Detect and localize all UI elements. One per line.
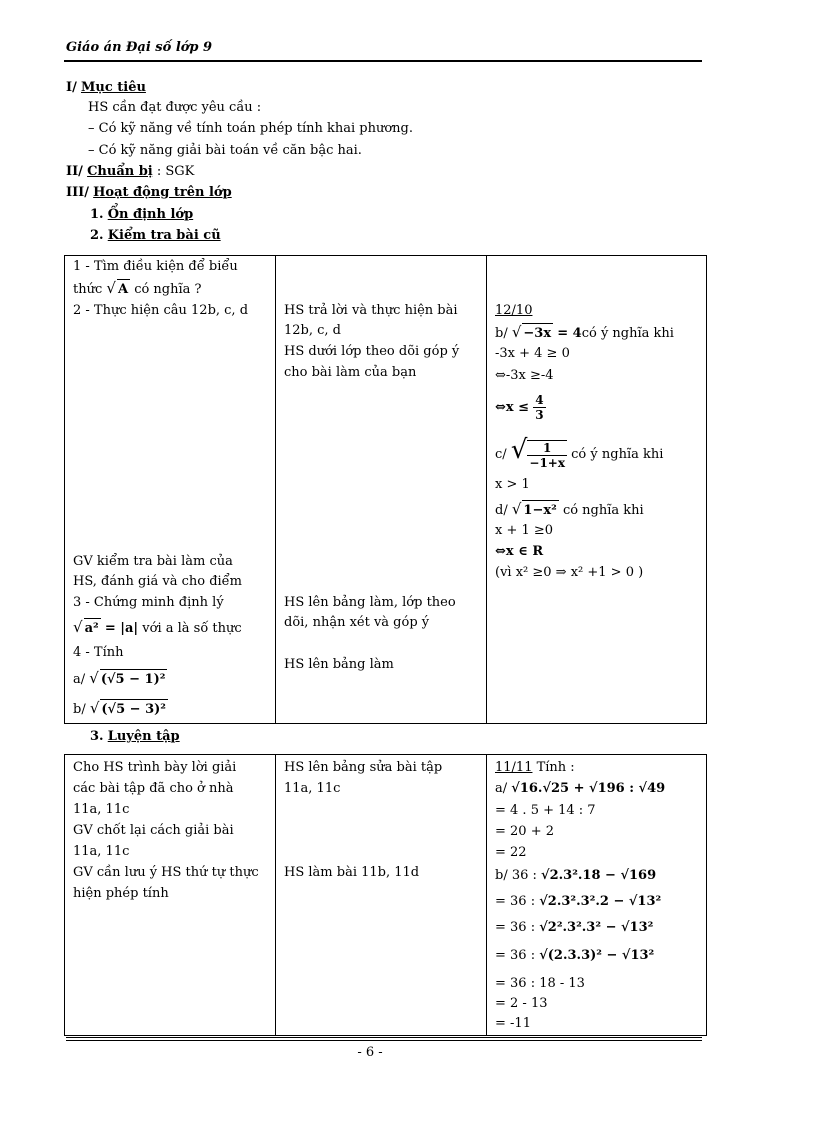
section-3-title: Hoạt động trên lớp [93, 185, 232, 200]
t1c1-line: HS, đánh giá và cho điểm [73, 574, 242, 589]
objective-line: – Có kỹ năng về tính toán phép tính khai phương. [88, 121, 413, 136]
t1c1-line [73, 278, 202, 300]
t2c3-text: = 36 : [495, 948, 536, 963]
section-2-text: : SGK [152, 164, 195, 179]
t1c2-line: HS lên bảng làm [284, 657, 394, 672]
sqrt-symbol: √ [511, 323, 522, 341]
math-expression: 1−x² [522, 500, 558, 521]
t1c1-text: có nghĩa ? [134, 282, 202, 297]
t2c3-line: = 20 + 2 [495, 824, 554, 839]
t1c1-text: b/ [73, 702, 86, 717]
t1c1-line [73, 698, 168, 720]
review-teacher-column [65, 256, 276, 724]
t2c3-line: = 2 - 13 [495, 996, 548, 1011]
t1c1-line [73, 668, 167, 690]
math-expression: = 4 [557, 326, 582, 341]
section-1-title: Mục tiêu [80, 80, 146, 95]
subsection-3-number: 3. [90, 729, 104, 744]
t1c2-line: HS trả lời và thực hiện bài [284, 303, 458, 318]
t1c3-line [495, 499, 644, 521]
t2c3-line [495, 758, 575, 778]
t1c2-line: HS lên bảng làm, lớp theo [284, 595, 456, 610]
review-student-column [276, 256, 487, 724]
math-expression: √(2.3.3)² − √13² [539, 948, 655, 963]
math-expression: a² [84, 618, 101, 639]
section-2-heading [66, 162, 194, 182]
t1c1-line: 4 - Tính [73, 645, 124, 660]
t2c2-line: 11a, 11c [284, 781, 341, 796]
math-expression: (√5 − 1)² [100, 669, 168, 690]
math-expression: ⇔x ≤ [495, 400, 530, 415]
t1c2-line: dõi, nhận xét và góp ý [284, 615, 430, 630]
t2c3-line: = 22 [495, 845, 527, 860]
subsection-1-heading [90, 205, 193, 225]
page-number: - 6 - [357, 1045, 383, 1060]
page-header-title: Giáo án Đại số lớp 9 [66, 40, 213, 55]
t2c3-line [495, 866, 656, 886]
t1c3-line: 12/10 [495, 303, 533, 318]
math-var-a: A [117, 279, 130, 300]
section-1-heading [66, 78, 146, 98]
t2c1-line: GV chốt lại cách giải bài [73, 823, 234, 838]
t2c3-text: = 36 : [495, 920, 536, 935]
t2c3-line: = -11 [495, 1016, 531, 1031]
practice-board-column [487, 755, 707, 1036]
sqrt-symbol: √ [510, 435, 528, 465]
t1c1-line: 1 - Tìm điều kiện để biểu [73, 259, 238, 274]
exercise-number: 11/11 [495, 760, 533, 775]
subsection-1-number: 1. [90, 207, 104, 222]
t1c3-text: có ý nghĩa khi [571, 447, 664, 462]
t2c3-text: b/ 36 : [495, 868, 537, 883]
t2c3-line: = 36 : 18 - 13 [495, 976, 585, 991]
t1c1-line: GV kiểm tra bài làm của [73, 554, 233, 569]
t1c1-line: 2 - Thực hiện câu 12b, c, d [73, 303, 249, 318]
math-expression: (√5 − 3)² [100, 699, 168, 720]
t2c3-text: Tính : [532, 760, 575, 775]
t1c3-line: -3x + 4 ≥ 0 [495, 346, 570, 361]
t2c3-text: a/ [495, 781, 508, 796]
t1c3-line [495, 432, 663, 473]
t1c2-line: 12b, c, d [284, 323, 341, 338]
t1c3-line: (vì x² ≥0 ⇒ x² +1 > 0 ) [495, 565, 644, 580]
t2c1-line: hiện phép tính [73, 886, 169, 901]
t1c2-line: HS dưới lớp theo dõi góp ý [284, 344, 460, 359]
sqrt-symbol: √ [106, 279, 116, 297]
fraction-1-over [527, 440, 567, 470]
t1c3-text: b/ [495, 326, 508, 341]
t1c3-line: x + 1 ≥0 [495, 523, 554, 538]
t2c3-line: = 4 . 5 + 14 : 7 [495, 803, 596, 818]
t1c1-line [73, 617, 242, 639]
fraction-denominator: −1+x [529, 455, 566, 470]
fraction-4-3 [533, 393, 545, 422]
section-1-number: I/ [66, 80, 77, 95]
t1c1-line: 3 - Chứng minh định lý [73, 595, 224, 610]
subsection-2-heading [90, 226, 221, 246]
section-2-title: Chuẩn bị [87, 164, 153, 179]
math-expression: −3x [522, 323, 553, 344]
t1c3-text: d/ [495, 503, 508, 518]
t2c3-line [495, 946, 654, 966]
math-expression: √2.3².18 − √169 [541, 868, 657, 883]
sqrt-symbol: √ [511, 500, 522, 518]
header-rule [64, 60, 702, 62]
sqrt-symbol: √ [73, 618, 83, 636]
t1c3-text: c/ [495, 447, 507, 462]
section-2-number: II/ [66, 164, 83, 179]
t1c3-line: ⇔-3x ≥-4 [495, 368, 554, 383]
t2c3-text: = 36 : [495, 894, 536, 909]
t1c3-line: x > 1 [495, 477, 530, 492]
practice-teacher-column [65, 755, 276, 1036]
math-expression: √2².3².3² − √13² [539, 920, 654, 935]
t1c3-text: có nghĩa khi [562, 503, 644, 518]
subsection-2-number: 2. [90, 228, 104, 243]
practice-student-column [276, 755, 487, 1036]
fraction-numerator: 4 [535, 393, 544, 407]
t2c3-line [495, 779, 665, 799]
sqrt-symbol: √ [89, 669, 99, 687]
t2c2-line: HS lên bảng sửa bài tập [284, 760, 443, 775]
t2c1-line: 11a, 11c [73, 844, 130, 859]
t2c1-line: GV cần lưu ý HS thứ tự thực [73, 865, 259, 880]
t1c2-line: cho bài làm của bạn [284, 365, 417, 380]
t1c1-text: thức [73, 282, 103, 297]
math-expression: = |a| [104, 621, 139, 636]
math-expression: √2.3².3².2 − √13² [539, 894, 662, 909]
section-3-number: III/ [66, 185, 89, 200]
t1c1-text: với a là số thực [142, 621, 242, 636]
review-board-column [487, 256, 707, 724]
t1c3-line [495, 390, 546, 426]
t1c3-line: ⇔x ∈ R [495, 544, 544, 559]
objective-line: HS cần đạt được yêu cầu : [88, 100, 262, 115]
footer-rule [66, 1040, 702, 1041]
t1c1-text: a/ [73, 672, 86, 687]
section-3-heading [66, 183, 232, 203]
t1c3-line [495, 322, 674, 344]
objective-line: – Có kỹ năng giải bài toán về căn bậc hai. [88, 143, 362, 158]
t2c1-line: Cho HS trình bày lời giải [73, 760, 237, 775]
subsection-3-title: Luyện tập [107, 729, 180, 744]
t2c1-line: 11a, 11c [73, 802, 130, 817]
footer-rule [66, 1037, 702, 1038]
subsection-2-title: Kiểm tra bài cũ [107, 228, 221, 243]
review-table [64, 255, 707, 724]
practice-table [64, 754, 707, 1036]
t1c3-text: có ý nghĩa khi [581, 326, 674, 341]
math-expression: √16.√25 + √196 : √49 [511, 781, 666, 796]
subsection-1-title: Ổn định lớp [107, 207, 194, 222]
t2c3-line [495, 892, 661, 912]
subsection-3-heading [90, 727, 180, 747]
fraction-denominator: 3 [535, 408, 544, 422]
t2c3-line [495, 918, 653, 938]
t2c1-line: các bài tập đã cho ở nhà [73, 781, 234, 796]
t2c2-line: HS làm bài 11b, 11d [284, 865, 420, 880]
sqrt-symbol: √ [89, 699, 100, 717]
fraction-numerator: 1 [527, 441, 567, 456]
